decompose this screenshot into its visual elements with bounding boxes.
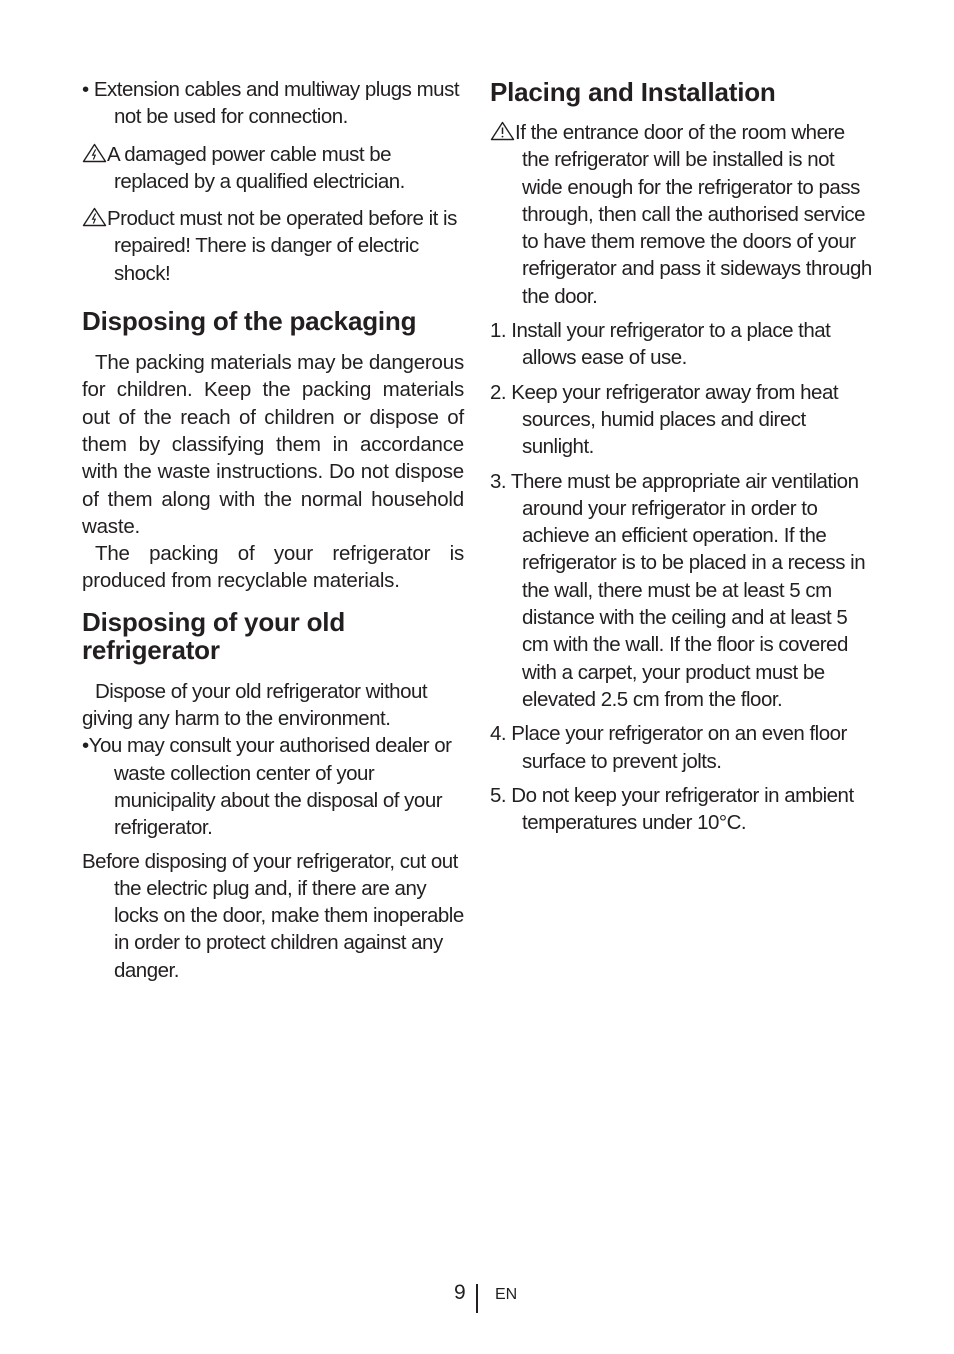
warning-operate-before-repair-text: Product must not be operated before it is repaired! There is danger of electric shock! [107,207,457,285]
warning-operate-before-repair [82,205,464,287]
warning-entrance-door-text: If the entrance door of the room where the refrigerator will be installed is not wide enough for the refrigerator to pass through, then call the authorised service to have them remove the doors of your refrigerator and pass it sideways through the door. [515,121,872,308]
install-item-3: 3. There must be appropriate air ventilation around your refrigerator in order to achieve an efficient operation. If the refrigerator is to be placed in a recess in the wall, there must be at least 5 cm distance with the ceiling and at least 5 cm with the wall. If the floor is covered with a carpet, your product must be elevated 2.5 cm from the floor. [490,469,866,711]
electric-shock-warning-icon [82,143,107,163]
old-refrigerator-paragraph-2: Before disposing of your refrigerator, cut out the electric plug and, if there are any locks on the door, make them inoperable in order to protect children against any danger. [82,849,464,982]
right-column [490,76,874,836]
packaging-paragraph-2: The packing of your refrigerator is produced from recyclable materials. [82,542,464,593]
install-item-1: 1. Install your refrigerator to a place that allows ease of use. [490,319,831,370]
footer-divider [476,1284,478,1313]
install-item-4: 4. Place your refrigerator on an even floor surface to prevent jolts. [490,722,847,773]
page-number: 9 [454,1281,466,1304]
packaging-paragraph-1: The packing materials may be dangerous for children. Keep the packing materials out of the reach of children or dispose of them by classifying them in accordance with the waste instructions. Do not dispose of them along with the normal household waste. [82,351,464,538]
old-refrigerator-bullet: •You may consult your authorised dealer or waste collection center of your municipality about the disposal of your refrigerator. [82,734,452,840]
warning-triangle-icon [490,121,515,141]
heading-disposing-old-refrigerator: Disposing of your old refrigerator [82,606,346,665]
bullet-extension-cables: • Extension cables and multiway plugs must not be used for connection. [82,78,460,129]
electric-shock-warning-icon [82,207,107,227]
left-column [82,76,464,984]
warning-damaged-cable-text: A damaged power cable must be replaced by a qualified electrician. [107,142,405,193]
install-item-2: 2. Keep your refrigerator away from heat sources, humid places and direct sunlight. [490,380,839,459]
warning-damaged-cable [82,141,464,196]
heading-placing-installation: Placing and Installation [490,77,776,107]
install-item-5: 5. Do not keep your refrigerator in ambient temperatures under 10°C. [490,783,854,835]
old-refrigerator-paragraph-1: Dispose of your old refrigerator without giving any harm to the environment. [82,679,428,731]
warning-entrance-door [490,119,874,310]
language-code: EN [495,1286,518,1303]
heading-disposing-packaging: Disposing of the packaging [82,306,417,337]
